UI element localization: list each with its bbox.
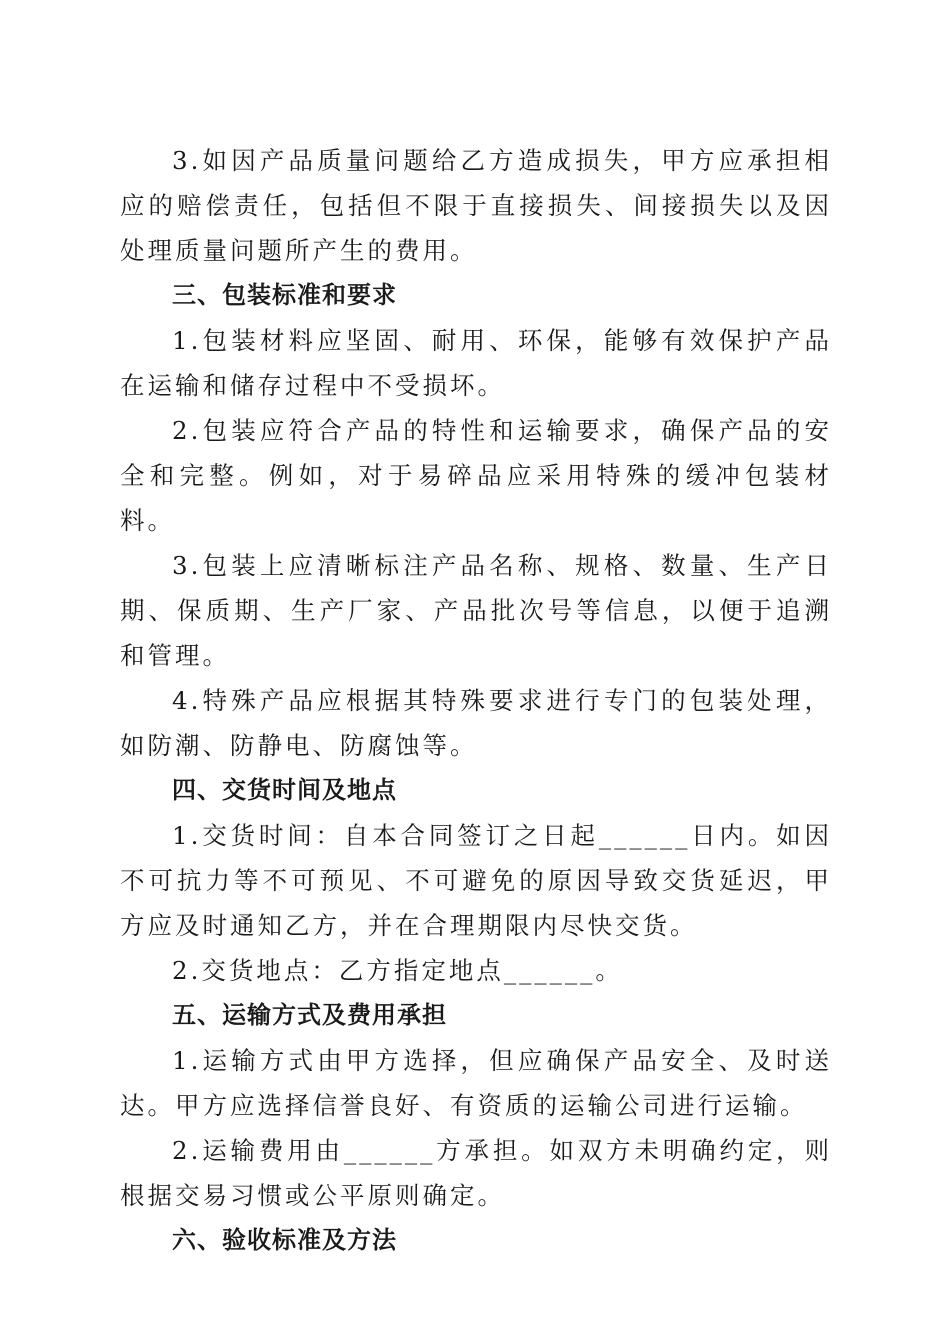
section-heading-delivery: 四、交货时间及地点 [172, 776, 397, 804]
clause-2-delivery-location: 2.交货地点：乙方指定地点______。 [172, 956, 623, 985]
section-heading-packaging: 三、包装标准和要求 [172, 281, 397, 309]
clause-1-packaging-material: 1.包装材料应坚固、耐用、环保，能够有效保护产品在运输和储存过程中不受损坏。 [120, 326, 832, 400]
clause-2-packaging-requirements: 2.包装应符合产品的特性和运输要求，确保产品的安全和完整。例如，对于易碎品应采用特殊的缓冲包装材料。 [120, 416, 832, 535]
clause-2-transport-cost: 2.运输费用由______方承担。如双方未明确约定，则根据交易习惯或公平原则确定。 [120, 1136, 832, 1210]
clause-3-quality-compensation: 3.如因产品质量问题给乙方造成损失，甲方应承担相应的赔偿责任，包括但不限于直接损失、间接损失以及因处理质量问题所产生的费用。 [120, 146, 832, 265]
section-heading-transport: 五、运输方式及费用承担 [172, 1001, 447, 1029]
clause-3-packaging-labels: 3.包装上应清晰标注产品名称、规格、数量、生产日期、保质期、生产厂家、产品批次号等信息，以便于追溯和管理。 [120, 551, 832, 670]
section-heading-acceptance: 六、验收标准及方法 [172, 1226, 397, 1254]
clause-1-transport-method: 1.运输方式由甲方选择，但应确保产品安全、及时送达。甲方应选择信誉良好、有资质的运输公司进行运输。 [120, 1046, 832, 1120]
clause-4-special-packaging: 4.特殊产品应根据其特殊要求进行专门的包装处理，如防潮、防静电、防腐蚀等。 [120, 686, 832, 760]
clause-1-delivery-time: 1.交货时间：自本合同签订之日起______日内。如因不可抗力等不可预见、不可避免的原因导致交货延迟，甲方应及时通知乙方，并在合理期限内尽快交货。 [120, 821, 832, 940]
document-page [120, 138, 832, 1263]
